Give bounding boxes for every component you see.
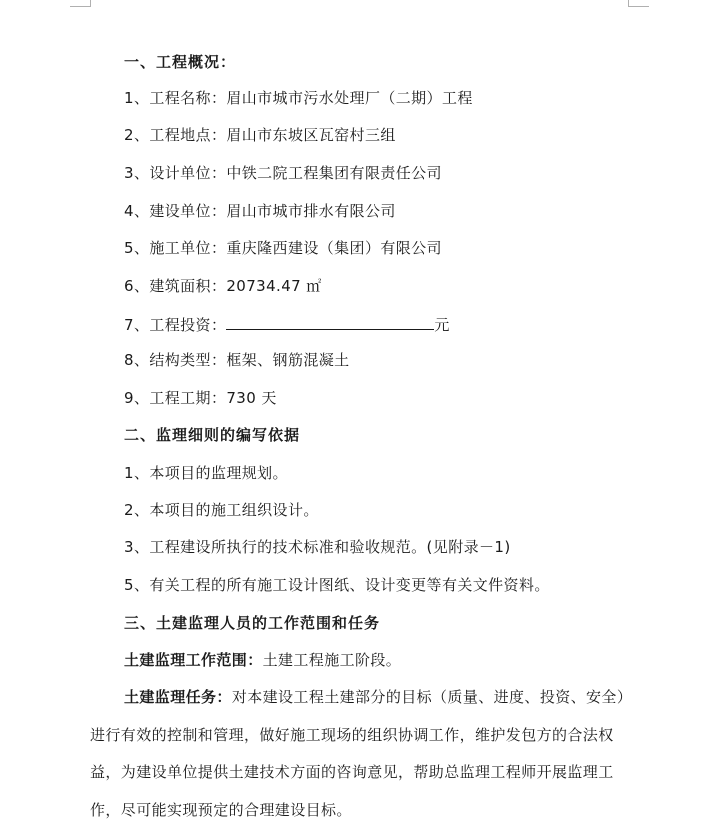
project-duration: 9、工程工期：730 天	[124, 389, 277, 407]
investment-blank-field	[226, 313, 434, 330]
project-investment	[124, 313, 450, 335]
project-location: 2、工程地点：眉山市东坡区瓦窑村三组	[124, 126, 396, 144]
basis-item-3: 3、工程建设所执行的技术标准和验收规范。(见附录－1)	[124, 538, 511, 556]
construction-owner: 4、建设单位：眉山市城市排水有限公司	[124, 202, 396, 220]
project-name: 1、工程名称：眉山市城市污水处理厂（二期）工程	[124, 89, 473, 107]
section-heading-2: 二、监理细则的编写依据	[124, 426, 301, 444]
basis-item-2: 2、本项目的施工组织设计。	[124, 501, 319, 519]
work-task-paragraph	[90, 679, 640, 829]
design-unit: 3、设计单位：中铁二院工程集团有限责任公司	[124, 164, 442, 182]
investment-label: 7、工程投资：	[124, 316, 227, 334]
contractor: 5、施工单位：重庆隆西建设（集团）有限公司	[124, 239, 442, 257]
basis-item-5: 5、有关工程的所有施工设计图纸、设计变更等有关文件资料。	[124, 576, 550, 594]
building-area: 6、建筑面积：20734.47 ㎡	[124, 277, 322, 295]
work-task-text: 对本建设工程土建部分的目标（质量、进度、投资、安全）进行有效的控制和管理，做好施工现场的组织协调工作，维护发包方的合法权益，为建设单位提供土建技术方面的咨询意见，帮助总监理工程师开展监理工作，尽可能实现预定的合理建设目标。	[90, 688, 633, 819]
investment-unit: 元	[434, 316, 450, 334]
work-task-label: 土建监理任务：	[124, 688, 232, 706]
work-scope-text: 土建工程施工阶段。	[262, 651, 402, 669]
crop-mark-left	[70, 0, 91, 7]
work-scope-label: 土建监理工作范围：	[124, 651, 263, 669]
work-scope	[124, 650, 401, 670]
section-heading-1: 一、工程概况：	[124, 53, 237, 71]
basis-item-1: 1、本项目的监理规划。	[124, 464, 288, 482]
crop-mark-right	[628, 0, 649, 7]
section-heading-3: 三、土建监理人员的工作范围和任务	[124, 614, 381, 632]
structure-type: 8、结构类型：框架、钢筋混凝土	[124, 351, 350, 369]
